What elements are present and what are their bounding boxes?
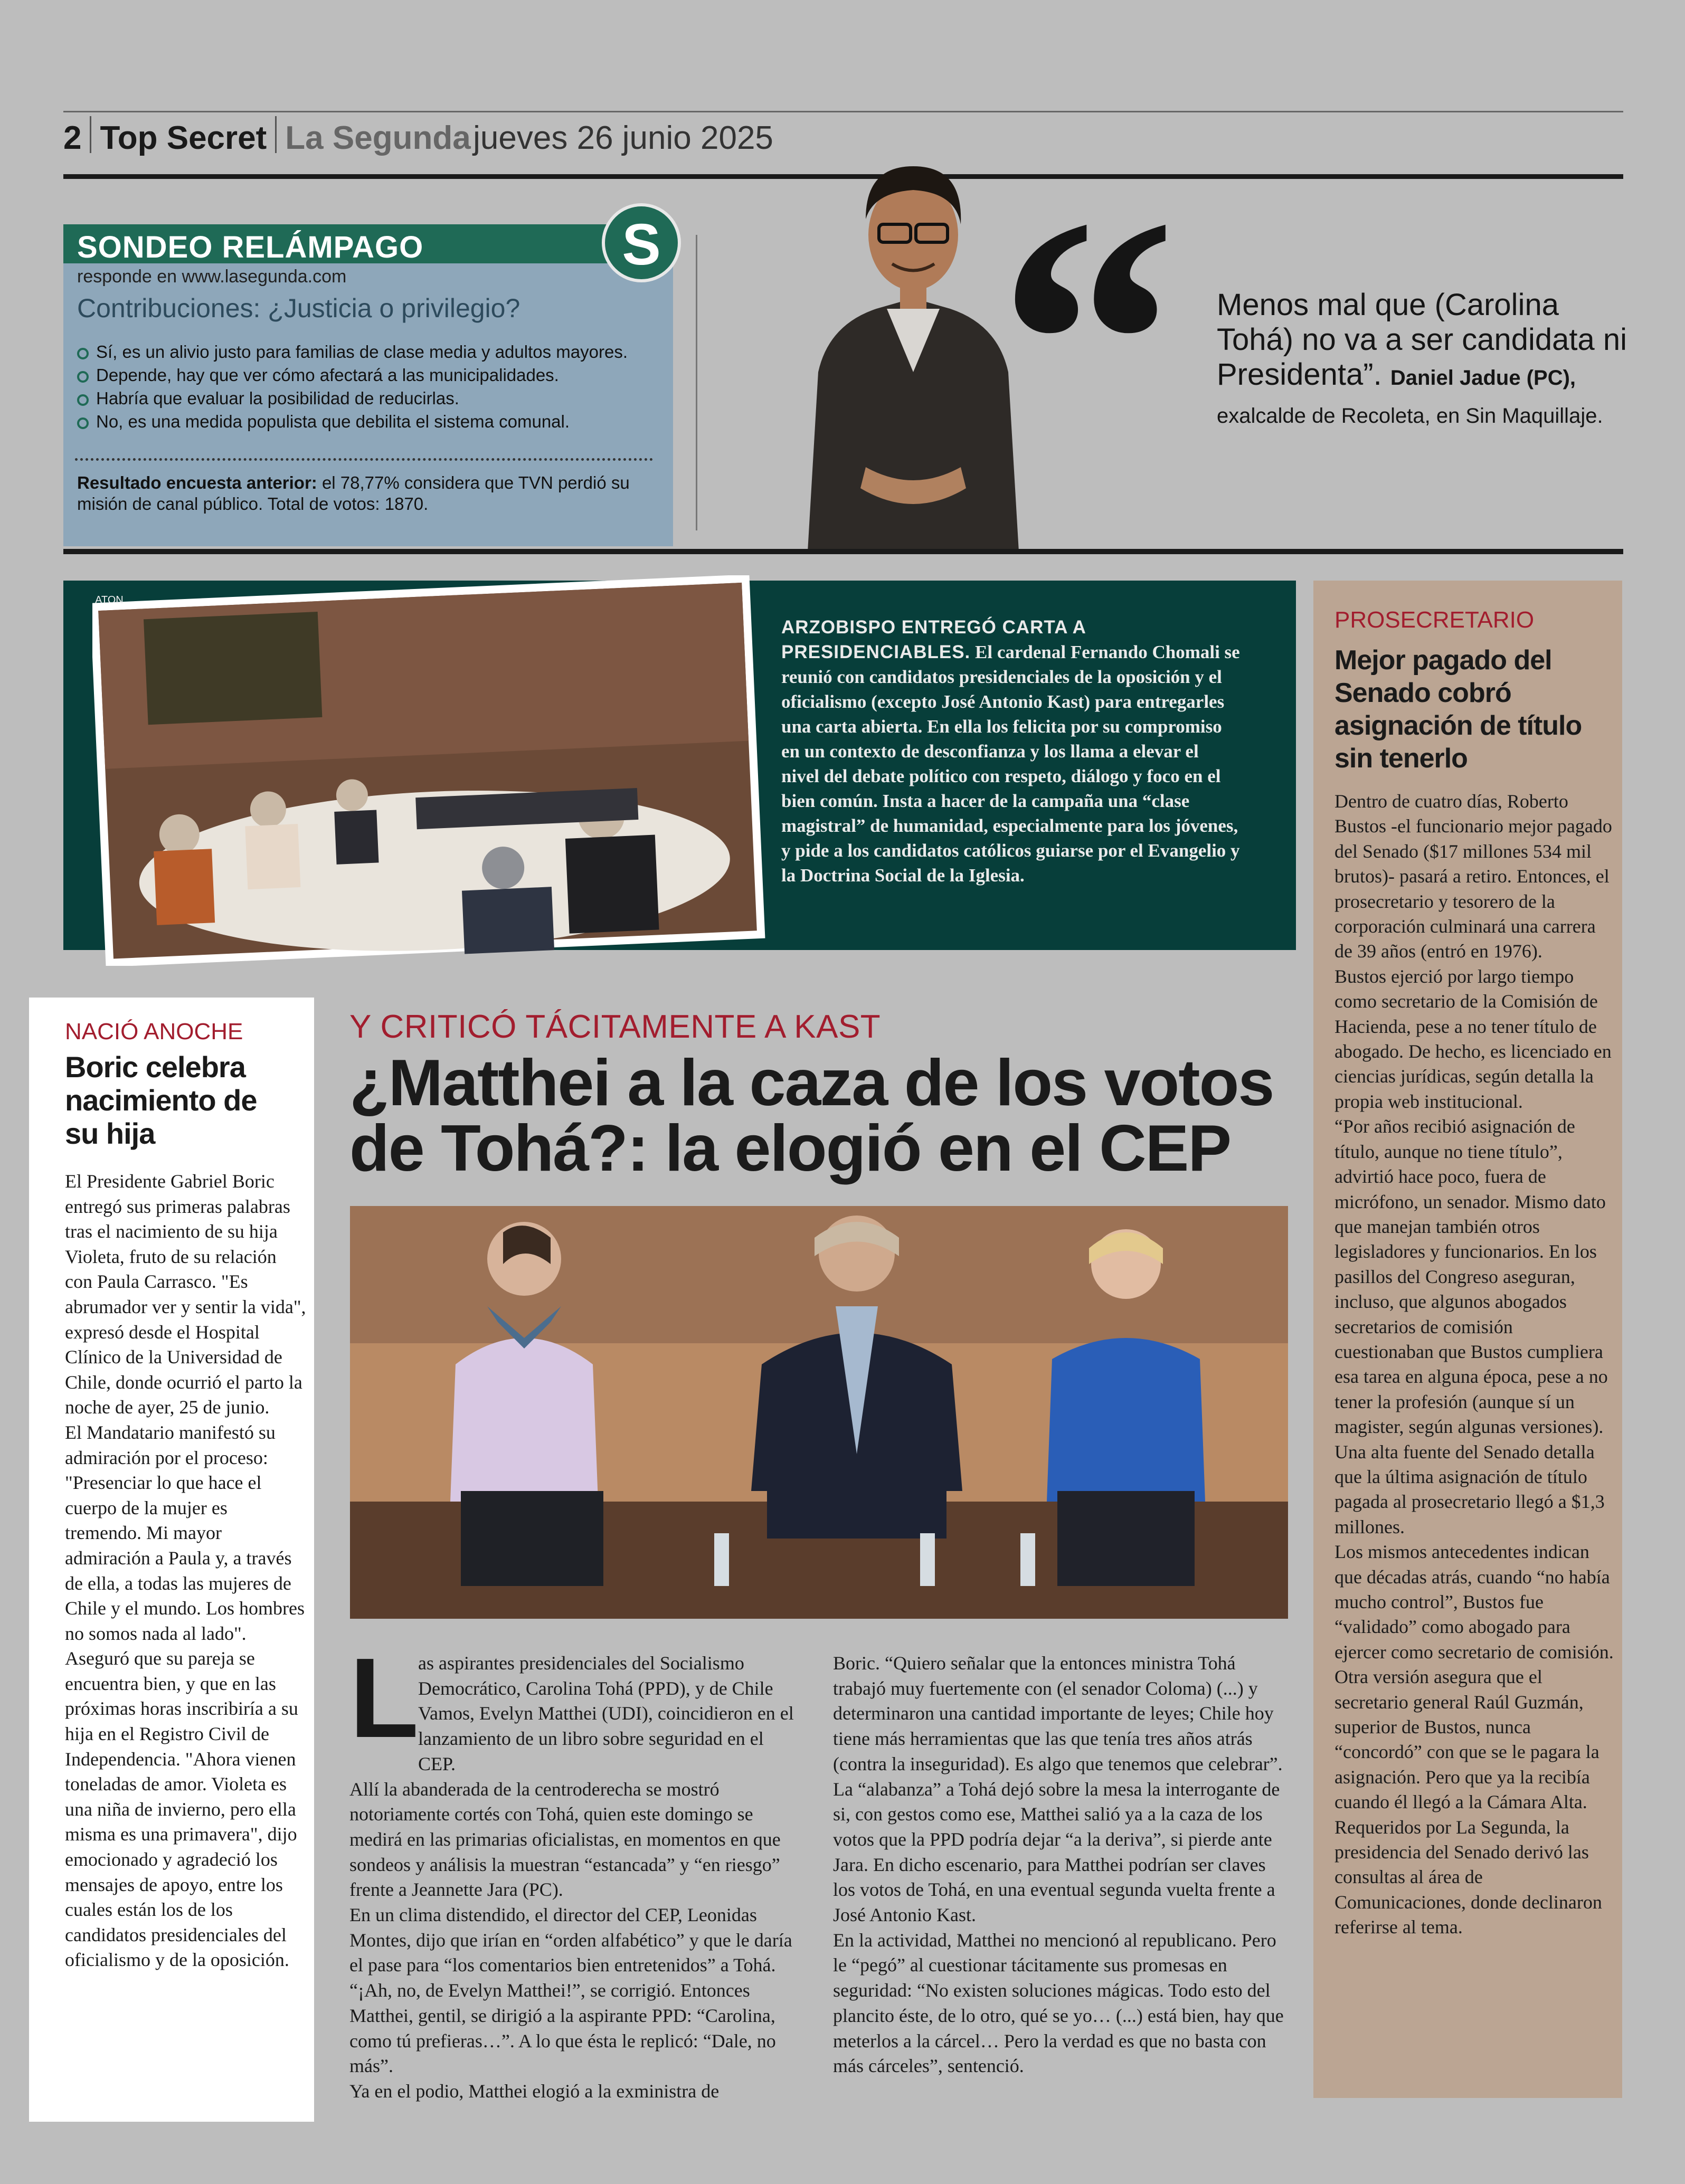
sondeo-options (77, 340, 628, 433)
paragraph: Boric. “Quiero señalar que la entonces ministra Tohá trabajó muy fuertemente con (el senador Coloma) (...) y determinaron una cantidad importante de leyes; Chile hoy tiene más herramientas que las que tenía tres años atrás (contra la inseguridad). Es algo que tenemos que celebrar”. (833, 1653, 1283, 1774)
paragraph: Bustos ejerció por largo tiempo como secretario de la Comisión de Hacienda, pese a no tener título de abogado. De hecho, es licenciado en ciencias jurídicas, según detalla la propia web institucional. (1334, 965, 1612, 1112)
section-rule (63, 549, 1623, 554)
newspaper-brand: La Segunda (285, 120, 471, 156)
paragraph: Aseguró que su pareja se encuentra bien, y que en las próximas horas inscribiría a su hija en el Registro Civil de Independencia. "Ahora vienen toneladas de amor. Violeta es una niña de invierno, pero ella misma es una primavera", dijo emocionado y agradeció los mensajes de apoyo, entre los cuales están los de los candidatos presidenciales del oficialismo y de la oposición. (65, 1648, 298, 1971)
boric-column (29, 998, 314, 2122)
radio-icon[interactable] (77, 371, 89, 383)
sondeo-logo: S (602, 203, 681, 282)
main-kicker: Y CRITICÓ TÁCITAMENTE A KAST (349, 1009, 881, 1045)
sondeo-option[interactable] (77, 410, 628, 433)
prosecretario-headline: Mejor pagado del Senado cobró asignación de título sin tenerlo (1334, 645, 1582, 774)
dotted-divider (75, 458, 653, 461)
paragraph: Requeridos por La Segunda, la presidencia del Senado derivó las consultas al área de Comunicaciones, donde declinaron referirse al tema. (1334, 1816, 1602, 1938)
issue-date: jueves 26 junio 2025 (473, 120, 773, 156)
column-divider (696, 235, 697, 530)
quote-author: Daniel Jadue (PC), (1390, 366, 1576, 390)
main-headline: ¿Matthei a la caza de los votos de Tohá?: la elogió en el CEP (349, 1047, 1274, 1185)
photo-credit: ATON (95, 594, 124, 606)
section-name: Top Secret (100, 120, 267, 156)
arzobispo-text (781, 615, 1241, 888)
sondeo-result (77, 472, 647, 515)
option-label: Habría que evaluar la posibilidad de reducirlas. (96, 388, 459, 408)
paragraph: Otra versión asegura que el secretario general Raúl Guzmán, superior de Bustos, nunca “concordó” con que se le pagara la asignación. Pero que ya la recibía cuando él llegó a la Cámara Alta. (1334, 1666, 1599, 1813)
result-text: el 78,77% considera que TVN perdió su misión de canal público. Total de votos: 1870. (77, 473, 630, 514)
sondeo-question: Contribuciones: ¿Justicia o privilegio? (77, 293, 520, 323)
sondeo-title: SONDEO RELÁMPAGO (77, 230, 424, 264)
paragraph: El Presidente Gabriel Boric entregó sus primeras palabras tras el nacimiento de su hija Violeta, fruto de su relación con Paula Carrasco. "Es abrumador ver y sentir la vida", expresó desde el Hospital Clínico de la Universidad de Chile, donde ocurrió el parto la noche de ayer, 25 de junio. (65, 1171, 306, 1418)
paragraph: Ya en el podio, Matthei elogió a la exministra de (349, 2080, 720, 2102)
boric-kicker: NACIÓ ANOCHE (65, 1019, 243, 1044)
option-label: No, es una medida populista que debilita el sistema comunal. (96, 412, 570, 431)
paragraph: as aspirantes presidenciales del Socialismo Democrático, Carolina Tohá (PPD), y de Chile Vamos, Evelyn Matthei (UDI), coincidieron en el lanzamiento de un libro sobre seguridad en el CEP. (418, 1653, 794, 1774)
sondeo-url[interactable]: responde en www.lasegunda.com (77, 267, 347, 287)
top-thin-rule (63, 111, 1623, 112)
cep-event-photo (350, 1206, 1288, 1619)
header-divider (90, 116, 91, 153)
main-column-1 (349, 1634, 803, 2104)
prosecretario-kicker: PROSECRETARIO (1334, 607, 1535, 633)
prosecretario-column (1313, 581, 1622, 2098)
arzobispo-lead: ARZOBISPO ENTREGÓ CARTA A PRESIDENCIABLES. (781, 617, 1086, 662)
paragraph: En un clima distendido, el director del CEP, Leonidas Montes, dijo que irían en “orden alfabético” y que le daría el pase para “los comentarios bien entretenidos” a Tohá. “¡Ah, no, de Evelyn Matthei!”, se corrigió. Entonces Matthei, gentil, se dirigió a la aspirante PPD: “Carolina, como tú prefieras…”. A lo que ésta le replicó: “Dale, no más”. (349, 1904, 792, 2077)
page-number: 2 (63, 120, 82, 156)
paragraph: Dentro de cuatro días, Roberto Bustos -el funcionario mejor pagado del Senado ($17 millones 534 mil brutos)- pasará a retiro. Entonces, el prosecretario y tesorero de la corporación culminará una carrera de 39 años (entró en 1976). (1334, 791, 1612, 962)
paragraph: “Por años recibió asignación de título, aunque no tiene título”, advirtió hace poco, fuera de micrófono, un senador. Mismo dato que manejan también otros legisladores y funcionarios. En los pasillos del Congreso aseguran, incluso, que algunos abogados secretarios de comisión cuestionaban que Bustos cumpliera esa tarea en alguna época, pese a no tener la profesión (aunque sí un magister, según algunas versiones). (1334, 1116, 1608, 1438)
sondeo-option[interactable] (77, 364, 628, 387)
quote-author-detail: exalcalde de Recoleta, en Sin Maquillaje. (1217, 404, 1603, 428)
main-column-2 (833, 1651, 1288, 2079)
sondeo-option[interactable] (77, 387, 628, 410)
paragraph: Los mismos antecedentes indican que décadas atrás, cuando “no había mucho control”, Bustos fue “validado” como abogado para ejercer como secretario de comisión. (1334, 1541, 1614, 1663)
radio-icon[interactable] (77, 394, 89, 406)
prosecretario-body (1334, 789, 1614, 1940)
drop-cap: L (349, 1634, 419, 1761)
arzobispo-meeting-photo (92, 575, 768, 966)
result-label: Resultado encuesta anterior: (77, 473, 317, 492)
sondeo-option[interactable] (77, 340, 628, 364)
pull-quote (1217, 288, 1634, 433)
radio-icon[interactable] (77, 417, 89, 429)
arzobispo-body: El cardenal Fernando Chomali se reunió con candidatos presidenciales de la oposición y el oficialismo (excepto José Antonio Kast) para entregarles una carta abierta. En ella los felicita por su compromiso en un contexto de desconfianza y los llama a elevar el nivel del debate político con respeto, diálogo y foco en el bien común. Insta a hacer de la campaña una “clase magistral” de humanidad, especialmente para los jóvenes, y pide a los candidatos católicos guiarse por el Evangelio y la Doctrina Social de la Iglesia. (781, 642, 1240, 886)
boric-headline: Boric celebra nacimiento de su hija (65, 1050, 257, 1150)
paragraph: El Mandatario manifestó su admiración por el proceso: "Presenciar lo que hace el cuerpo de la mujer es tremendo. Mi mayor admiración a Paula y, a través de ella, a todas las mujeres de Chile y el mundo. Los hombres no somos nada al lado". (65, 1421, 305, 1644)
option-label: Sí, es un alivio justo para familias de clase media y adultos mayores. (96, 342, 628, 362)
quote-text: Menos mal que (Carolina Tohá) no va a ser candidata ni Presidenta”. (1217, 288, 1627, 392)
option-label: Depende, hay que ver cómo afectará a las municipalidades. (96, 365, 559, 385)
boric-body (65, 1169, 308, 1973)
paragraph: Una alta fuente del Senado detalla que la última asignación de título pagada al prosecretario llegó a $1,3 millones. (1334, 1441, 1605, 1537)
quote-mark: “ (998, 144, 1177, 542)
radio-icon[interactable] (77, 348, 89, 359)
paragraph: La “alabanza” a Tohá dejó sobre la mesa la interrogante de si, con gestos como ese, Matthei salió ya a la caza de los votos que la PPD podría dejar “a la deriva”, si pierde ante Jara. En dicho escenario, para Matthei podrían ser claves los votos de Tohá, en una eventual segunda vuelta frente a José Antonio Kast. (833, 1778, 1280, 1926)
header-divider (275, 116, 277, 153)
paragraph: Allí la abanderada de la centroderecha se mostró notoriamente cortés con Tohá, quien este domingo se medirá en las primarias oficialistas, en momentos en que sondeos y análisis la muestran “estancada” y “en riesgo” frente a Jeannette Jara (PC). (349, 1778, 781, 1901)
paragraph: En la actividad, Matthei no mencionó al republicano. Pero le “pegó” al cuestionar tácitamente sus promesas en seguridad: “No existen soluciones mágicas. Todo esto del plancito éste, de lo otro, qué se yo… (...) está bien, hay que meterlos a la cárcel… Pero la verdad es que no basta con más cárceles”, sentenció. (833, 1929, 1284, 2077)
sondeo-box (63, 212, 673, 546)
